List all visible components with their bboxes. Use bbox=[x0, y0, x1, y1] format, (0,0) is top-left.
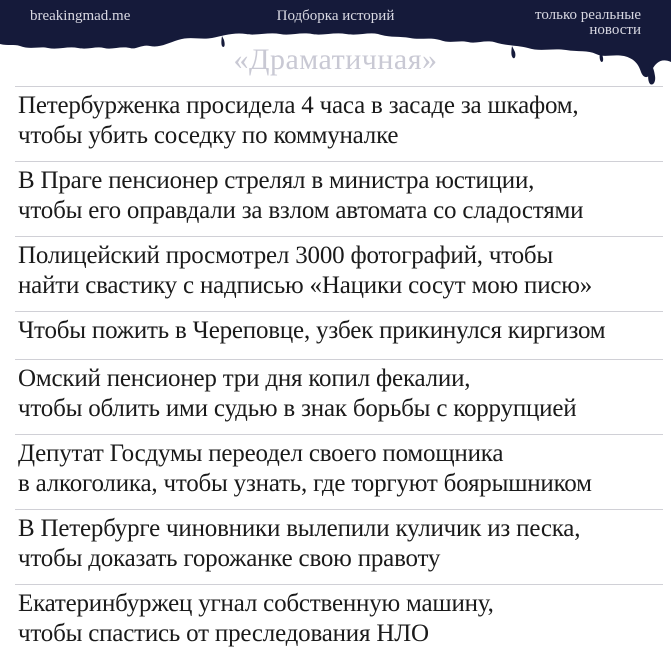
story-item[interactable] bbox=[15, 359, 663, 434]
story-headline-line: В Петербурге чиновники вылепили куличик из песка, bbox=[18, 515, 581, 542]
story-headline-line: найти свастику с надписью «Нацики сосут мою писю» bbox=[18, 272, 593, 299]
tagline-line-1: только реальные bbox=[535, 7, 641, 23]
story-item[interactable] bbox=[15, 236, 663, 311]
story-headline-line: Полицейский просмотрел 3000 фотографий, чтобы bbox=[18, 242, 554, 269]
story-list bbox=[15, 86, 663, 659]
story-headline-line: чтобы его оправдали за взлом автомата со сладостями bbox=[18, 197, 584, 224]
story-item[interactable] bbox=[15, 86, 663, 161]
collection-subtitle: «Драматичная» bbox=[233, 43, 438, 76]
story-headline-line: чтобы облить ими судью в знак борьбы с коррупцией bbox=[18, 395, 577, 422]
story-headline-line: Петербурженка просидела 4 часа в засаде за шкафом, bbox=[18, 92, 579, 119]
story-headline-line: В Праге пенсионер стрелял в министра юстиции, bbox=[18, 167, 535, 194]
story-headline-line: Депутат Госдумы переодел своего помощника bbox=[18, 440, 504, 467]
tagline-line-2: новости bbox=[589, 22, 641, 38]
story-headline-line: чтобы убить соседку по коммуналке bbox=[18, 122, 399, 149]
site-tagline bbox=[491, 8, 641, 38]
story-headline-line: в алкоголика, чтобы узнать, где торгуют боярышником bbox=[18, 470, 592, 497]
site-name[interactable]: breakingmad.me bbox=[30, 8, 131, 24]
story-headline-line: Екатеринбуржец угнал собственную машину, bbox=[18, 590, 494, 617]
story-headline-line: чтобы спастись от преследования НЛО bbox=[18, 620, 429, 647]
story-headline-line: чтобы доказать горожанке свою правоту bbox=[18, 545, 441, 572]
story-item[interactable] bbox=[15, 161, 663, 236]
story-headline-line: Чтобы пожить в Череповце, узбек прикинулся киргизом bbox=[18, 317, 606, 344]
story-item[interactable] bbox=[15, 311, 663, 359]
story-item[interactable] bbox=[15, 434, 663, 509]
story-headline-line: Омский пенсионер три дня копил фекалии, bbox=[18, 365, 471, 392]
story-item[interactable] bbox=[15, 509, 663, 584]
section-title: Подборка историй bbox=[276, 8, 395, 24]
story-item[interactable] bbox=[15, 584, 663, 659]
